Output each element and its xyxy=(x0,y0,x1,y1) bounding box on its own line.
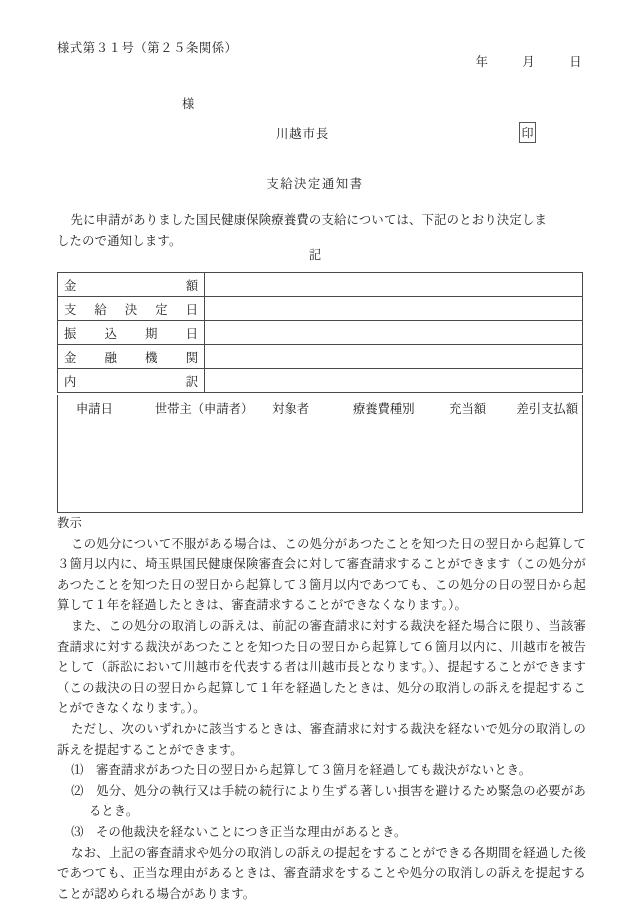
breakdown-header-row xyxy=(58,395,582,417)
instructions-title: 教示 xyxy=(57,513,586,534)
instructions-paragraph-3: ただし、次のいずれかに該当するときは、審査請求に対する裁決を経ないで処分の取消しの訴えを提起することができます。 xyxy=(57,719,586,760)
breakdown-col-net-payment: 差引支払額 xyxy=(517,399,579,417)
row-label-decision-date: 支給決定日 xyxy=(58,297,205,321)
issuer-name: 川越市長 xyxy=(276,127,329,141)
row-label-amount: 金額 xyxy=(58,273,205,297)
date-line xyxy=(476,52,582,70)
addressee-honorific: 様 xyxy=(182,94,194,112)
row-value-financial-institution[interactable] xyxy=(205,345,583,369)
lead-line-1: 先に申請がありました国民健康保険療養費の支給については、下記のとおり決定しま xyxy=(57,213,547,227)
date-year-label: 年 xyxy=(476,55,489,69)
row-value-decision-date[interactable] xyxy=(205,297,583,321)
form-number: 様式第３１号（第２５条関係） xyxy=(57,38,238,56)
instructions-paragraph-4: なお、上記の審査請求や処分の取消しの訴えの提起をすることができる各期間を経過した後であつても、正当な理由があるときは、審査請求をすることや処分の取消しの訴えを提起することが認められる場合があります。 xyxy=(57,843,586,904)
page-title: 支給決定通知書 xyxy=(0,174,630,192)
breakdown-col-expense-type: 療養費種別 xyxy=(353,399,449,417)
breakdown-section xyxy=(57,395,583,513)
row-label-breakdown: 内訳 xyxy=(58,369,205,393)
table-row xyxy=(58,321,583,345)
ki-marker: 記 xyxy=(0,245,630,263)
table-row xyxy=(58,369,583,393)
instructions-item-2: ⑵ 処分、処分の執行又は手続の続行により生ずる著しい損害を避けるため緊急の必要があるとき。 xyxy=(57,781,586,822)
breakdown-col-subject-person: 対象者 xyxy=(272,399,353,417)
date-month-label: 月 xyxy=(522,55,535,69)
row-label-financial-institution: 金融機関 xyxy=(58,345,205,369)
instructions-paragraph-2: また、この処分の取消しの訴えは、前記の審査請求に対する裁決を経た場合に限り、当該審査請求に対する裁決があつたことを知つた日の翌日から起算して６箇月以内に、川越市を被告として（訴訟において川越市を代表する者は川越市長となります。）、提起することができます（この裁決の日の翌日から起算して１年を経過したときは、処分の取消しの訴えを提起することができなくなります。）。 xyxy=(57,616,586,719)
breakdown-col-householder: 世帯主（申請者） xyxy=(155,399,272,417)
instructions-section xyxy=(57,513,586,904)
table-row xyxy=(58,273,583,297)
instructions-paragraph-1: この処分について不服がある場合は、この処分があつたことを知つた日の翌日から起算して３箇月以内に、埼玉県国民健康保険審査会に対して審査請求することができます（この処分があつたことを知つた日の翌日から起算して３箇月以内であつても、この処分の日の翌日から起算して１年を経過したときは、審査請求することができなくなります。）。 xyxy=(57,534,586,616)
date-day-label: 日 xyxy=(569,55,582,69)
instructions-item-3: ⑶ その他裁決を経ないことにつき正当な理由があるとき。 xyxy=(57,822,586,843)
table-row xyxy=(58,345,583,369)
breakdown-col-application-date: 申請日 xyxy=(62,399,155,417)
row-value-amount[interactable] xyxy=(205,273,583,297)
instructions-item-1: ⑴ 審査請求があつた日の翌日から起算して３箇月を経過しても裁決がないとき。 xyxy=(57,760,586,781)
decision-table xyxy=(57,272,583,393)
row-value-transfer-date[interactable] xyxy=(205,321,583,345)
row-value-breakdown[interactable] xyxy=(205,369,583,393)
breakdown-col-applied-amount: 充当額 xyxy=(449,399,516,417)
row-label-transfer-date: 振込期日 xyxy=(58,321,205,345)
seal-stamp-box: 印 xyxy=(519,122,536,143)
lead-line-2: したので通知します。 xyxy=(57,234,182,248)
table-row xyxy=(58,297,583,321)
